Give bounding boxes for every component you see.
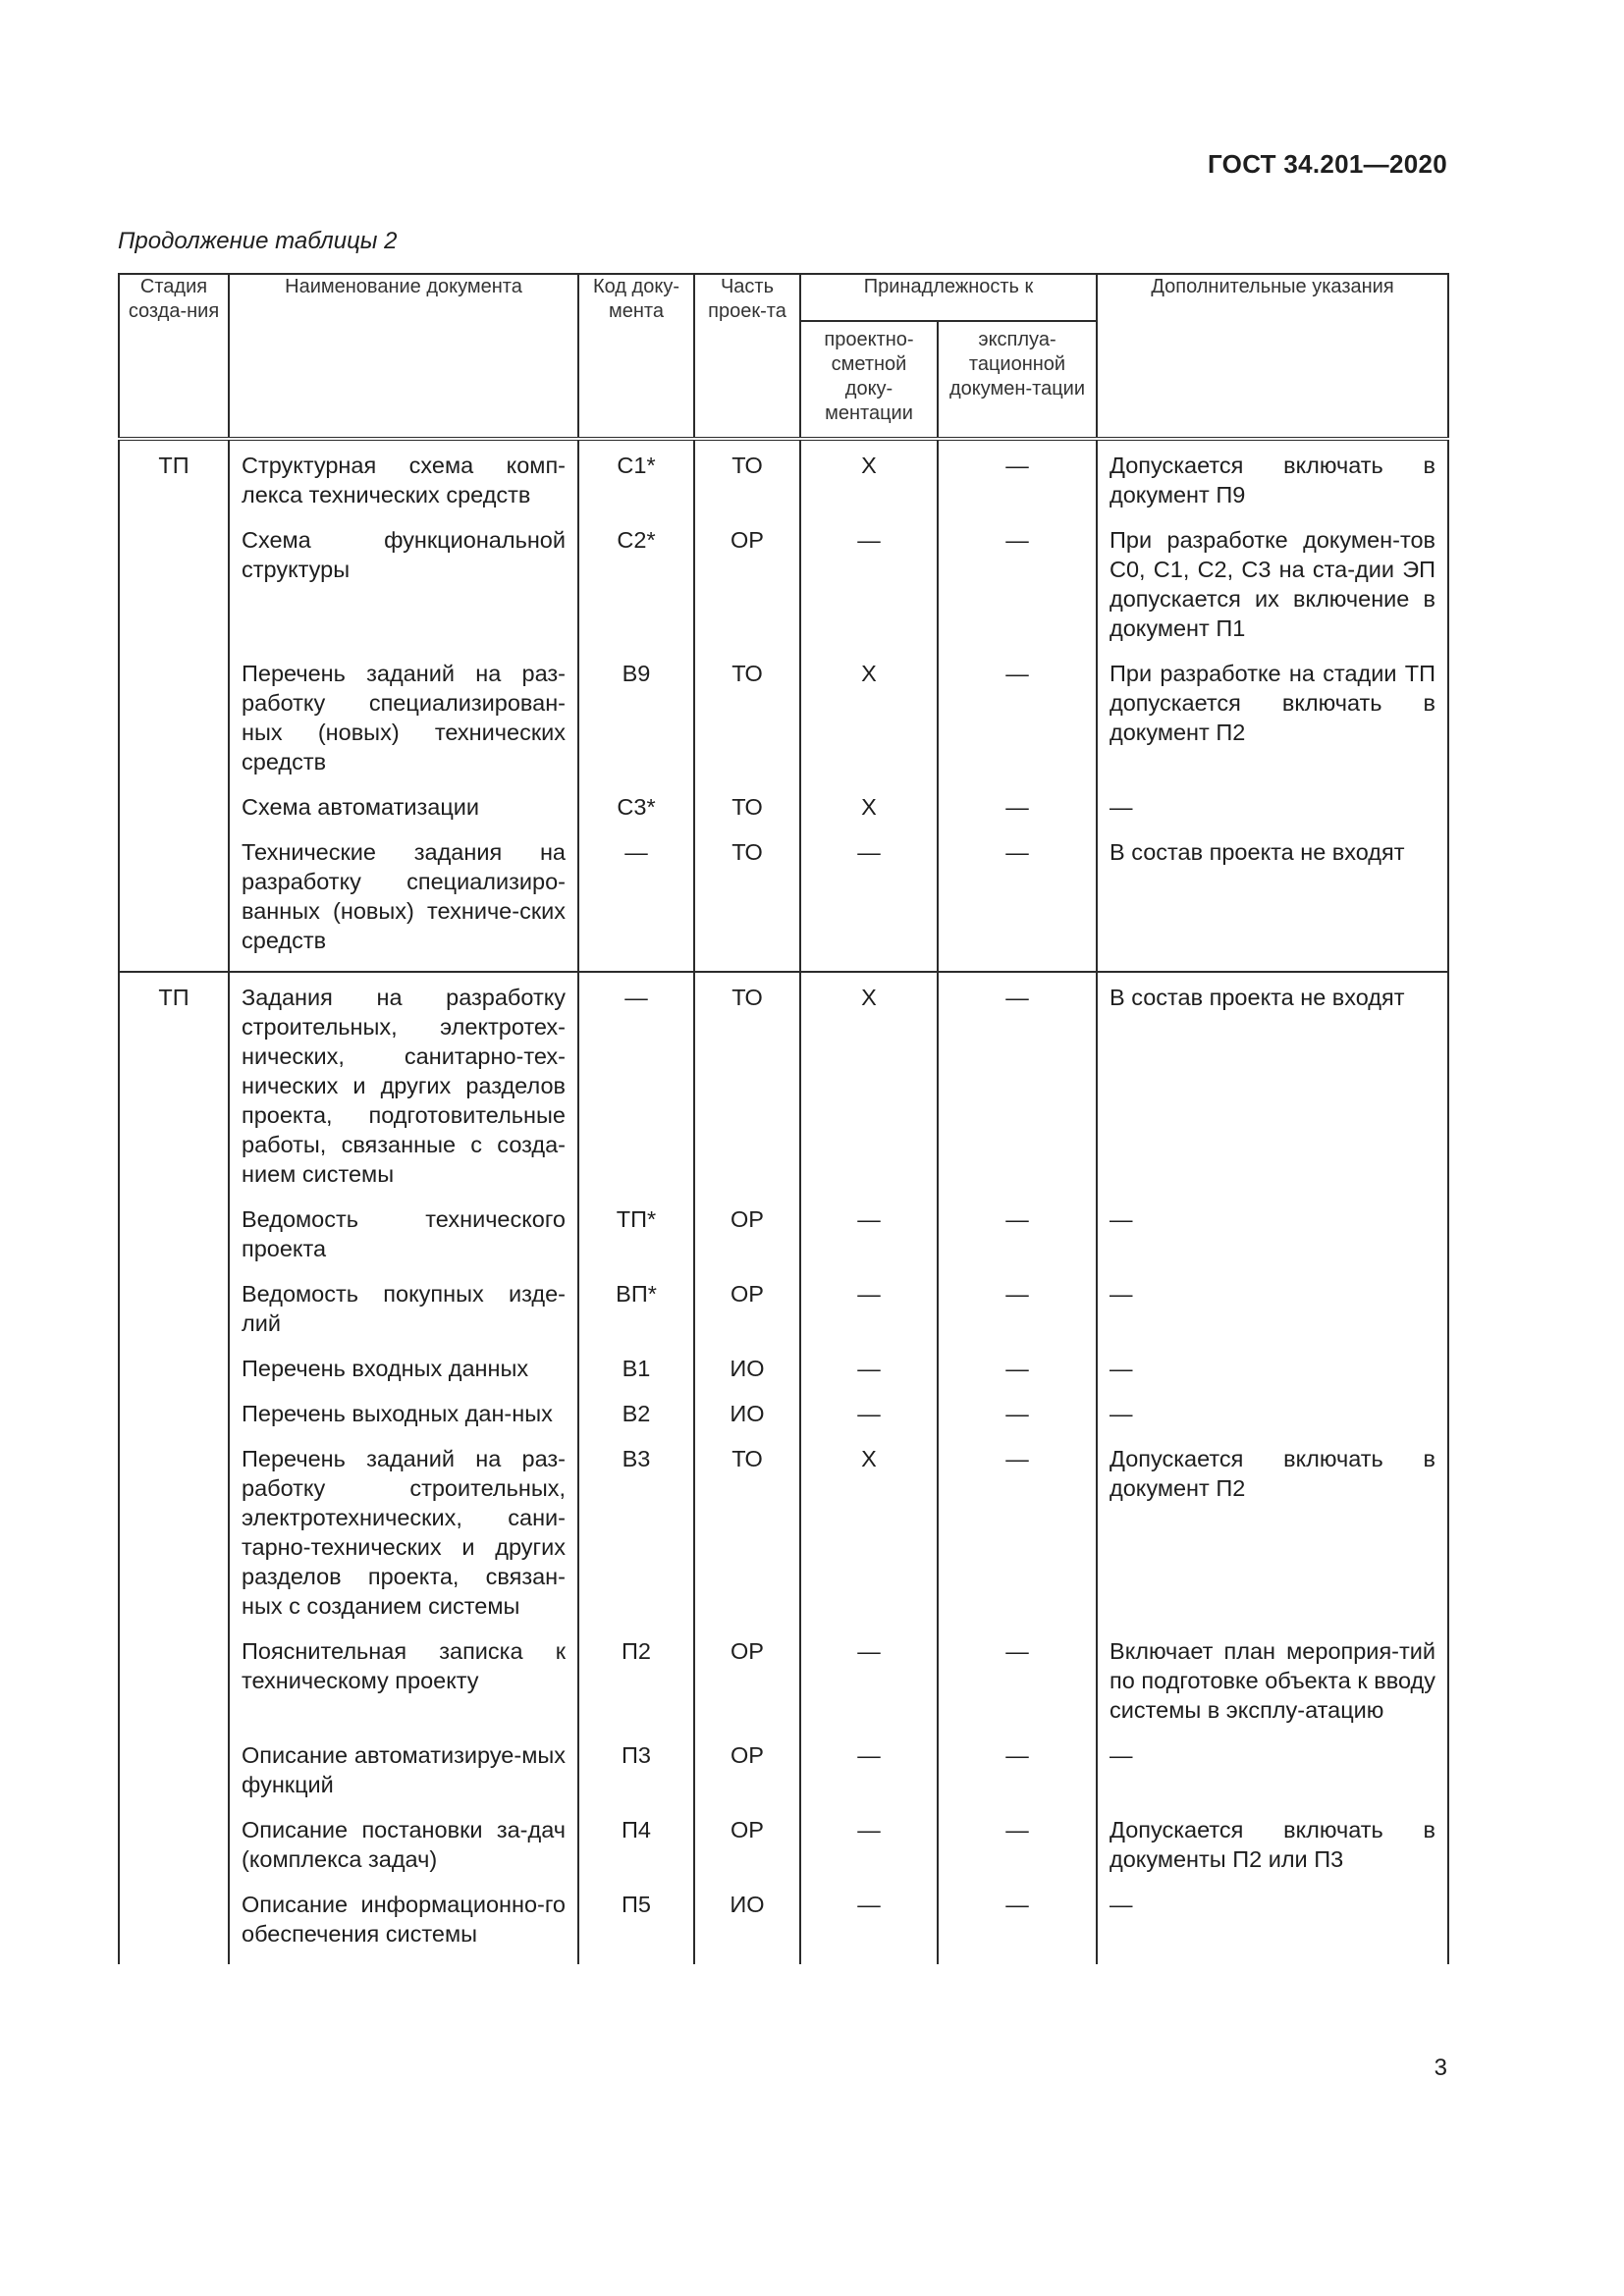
cell-document-name: Описание информационно-го обеспечения системы	[229, 1890, 578, 1964]
cell-notes: —	[1097, 1740, 1448, 1815]
page-number: 3	[1434, 2055, 1447, 2081]
cell-document-code: П2	[578, 1636, 694, 1740]
cell-operational-docs: —	[938, 525, 1097, 659]
cell-stage: ТП	[119, 972, 229, 1964]
cell-notes: Допускается включать в документы П2 или П3	[1097, 1815, 1448, 1890]
table-row	[119, 1204, 1448, 1279]
cell-project-part: ТО	[694, 972, 800, 1204]
cell-notes: Допускается включать в документ П9	[1097, 439, 1448, 525]
cell-operational-docs: —	[938, 792, 1097, 837]
table-row	[119, 972, 1448, 1204]
cell-project-part: ОР	[694, 525, 800, 659]
cell-project-part: ТО	[694, 439, 800, 525]
col-design-header: проектно-сметной доку-ментации	[800, 321, 938, 439]
cell-document-name: Описание автоматизируе-мых функций	[229, 1740, 578, 1815]
cell-operational-docs: —	[938, 439, 1097, 525]
cell-document-name: Описание постановки за-дач (комплекса задач)	[229, 1815, 578, 1890]
cell-document-name: Ведомость технического проекта	[229, 1204, 578, 1279]
cell-notes: —	[1097, 1890, 1448, 1964]
cell-notes: —	[1097, 1399, 1448, 1444]
cell-project-part: ОР	[694, 1740, 800, 1815]
cell-document-name: Технические задания на разработку специализиро-ванных (новых) техниче-ских средств	[229, 837, 578, 972]
cell-document-name: Схема автоматизации	[229, 792, 578, 837]
cell-document-name: Схема функциональной структуры	[229, 525, 578, 659]
cell-operational-docs: —	[938, 1354, 1097, 1399]
cell-design-docs: Х	[800, 659, 938, 792]
cell-operational-docs: —	[938, 1890, 1097, 1964]
cell-operational-docs: —	[938, 1740, 1097, 1815]
col-stage-header: Стадия созда-ния	[119, 274, 229, 439]
cell-document-name: Ведомость покупных изде-лий	[229, 1279, 578, 1354]
table-row	[119, 1354, 1448, 1399]
cell-design-docs: —	[800, 837, 938, 972]
cell-project-part: ИО	[694, 1354, 800, 1399]
table-row	[119, 1399, 1448, 1444]
table-row	[119, 525, 1448, 659]
table-row	[119, 659, 1448, 792]
table-row	[119, 1815, 1448, 1890]
col-part-header: Часть проек-та	[694, 274, 800, 439]
cell-document-code: С2*	[578, 525, 694, 659]
cell-project-part: ТО	[694, 659, 800, 792]
cell-operational-docs: —	[938, 1399, 1097, 1444]
cell-document-name: Перечень заданий на раз-работку строительных, электротехнических, сани-тарно-технических и других разделов проекта, связан-ных с созданием системы	[229, 1444, 578, 1636]
cell-document-name: Перечень заданий на раз-работку специализирован-ных (новых) технических средств	[229, 659, 578, 792]
cell-notes: При разработке докумен-тов С0, С1, С2, С3 на ста-дии ЭП допускается их включение в документ П1	[1097, 525, 1448, 659]
table-row	[119, 1279, 1448, 1354]
cell-document-code: —	[578, 837, 694, 972]
cell-document-code: П4	[578, 1815, 694, 1890]
cell-project-part: ТО	[694, 1444, 800, 1636]
col-name-header: Наименование документа	[229, 274, 578, 439]
cell-document-code: В3	[578, 1444, 694, 1636]
cell-document-code: В1	[578, 1354, 694, 1399]
cell-document-name: Перечень выходных дан-ных	[229, 1399, 578, 1444]
cell-design-docs: Х	[800, 439, 938, 525]
cell-document-code: ТП*	[578, 1204, 694, 1279]
documents-table	[118, 273, 1449, 1964]
table-row	[119, 1740, 1448, 1815]
table-row	[119, 1890, 1448, 1964]
cell-design-docs: —	[800, 525, 938, 659]
cell-design-docs: —	[800, 1740, 938, 1815]
cell-notes: Включает план мероприя-тий по подготовке объекта к вводу системы в эксплу-атацию	[1097, 1636, 1448, 1740]
cell-project-part: ИО	[694, 1399, 800, 1444]
cell-document-code: С1*	[578, 439, 694, 525]
cell-operational-docs: —	[938, 1279, 1097, 1354]
col-belongs-header: Принадлежность к	[800, 274, 1097, 321]
cell-design-docs: Х	[800, 1444, 938, 1636]
table-row	[119, 1444, 1448, 1636]
cell-design-docs: —	[800, 1354, 938, 1399]
cell-notes: В состав проекта не входят	[1097, 837, 1448, 972]
col-notes-header: Дополнительные указания	[1097, 274, 1448, 439]
col-code-header: Код доку-мента	[578, 274, 694, 439]
cell-document-name: Задания на разработку строительных, электротех-нических, санитарно-тех-нических и других разделов проекта, подготовительные работы, связанные с созда-нием системы	[229, 972, 578, 1204]
cell-notes: —	[1097, 1279, 1448, 1354]
table-row	[119, 837, 1448, 972]
cell-project-part: ИО	[694, 1890, 800, 1964]
cell-project-part: ОР	[694, 1204, 800, 1279]
cell-design-docs: —	[800, 1636, 938, 1740]
cell-design-docs: Х	[800, 792, 938, 837]
cell-operational-docs: —	[938, 972, 1097, 1204]
cell-design-docs: —	[800, 1279, 938, 1354]
cell-design-docs: —	[800, 1204, 938, 1279]
cell-notes: Допускается включать в документ П2	[1097, 1444, 1448, 1636]
cell-notes: —	[1097, 792, 1448, 837]
cell-operational-docs: —	[938, 1815, 1097, 1890]
cell-operational-docs: —	[938, 1444, 1097, 1636]
cell-operational-docs: —	[938, 1636, 1097, 1740]
cell-document-code: ВП*	[578, 1279, 694, 1354]
cell-operational-docs: —	[938, 659, 1097, 792]
cell-design-docs: —	[800, 1399, 938, 1444]
cell-notes: —	[1097, 1354, 1448, 1399]
cell-project-part: ТО	[694, 792, 800, 837]
table-row	[119, 792, 1448, 837]
cell-project-part: ОР	[694, 1636, 800, 1740]
table-row	[119, 439, 1448, 525]
cell-document-name: Пояснительная записка к техническому проекту	[229, 1636, 578, 1740]
cell-project-part: ОР	[694, 1279, 800, 1354]
cell-design-docs: Х	[800, 972, 938, 1204]
cell-operational-docs: —	[938, 837, 1097, 972]
cell-design-docs: —	[800, 1815, 938, 1890]
cell-document-code: П5	[578, 1890, 694, 1964]
cell-operational-docs: —	[938, 1204, 1097, 1279]
cell-notes: В состав проекта не входят	[1097, 972, 1448, 1204]
cell-project-part: ОР	[694, 1815, 800, 1890]
cell-notes: При разработке на стадии ТП допускается включать в документ П2	[1097, 659, 1448, 792]
cell-document-code: П3	[578, 1740, 694, 1815]
cell-document-code: В2	[578, 1399, 694, 1444]
col-operational-header: эксплуа-тационной докумен-тации	[938, 321, 1097, 439]
cell-design-docs: —	[800, 1890, 938, 1964]
standard-number: ГОСТ 34.201—2020	[1207, 149, 1447, 179]
cell-document-name: Перечень входных данных	[229, 1354, 578, 1399]
cell-notes: —	[1097, 1204, 1448, 1279]
cell-document-code: —	[578, 972, 694, 1204]
cell-document-code: В9	[578, 659, 694, 792]
table-header	[119, 274, 1448, 439]
cell-document-code: С3*	[578, 792, 694, 837]
cell-document-name: Структурная схема комп-лекса технических средств	[229, 439, 578, 525]
cell-project-part: ТО	[694, 837, 800, 972]
table-body	[119, 439, 1448, 1964]
cell-stage: ТП	[119, 439, 229, 972]
table-caption: Продолжение таблицы 2	[118, 228, 398, 254]
table-row	[119, 1636, 1448, 1740]
